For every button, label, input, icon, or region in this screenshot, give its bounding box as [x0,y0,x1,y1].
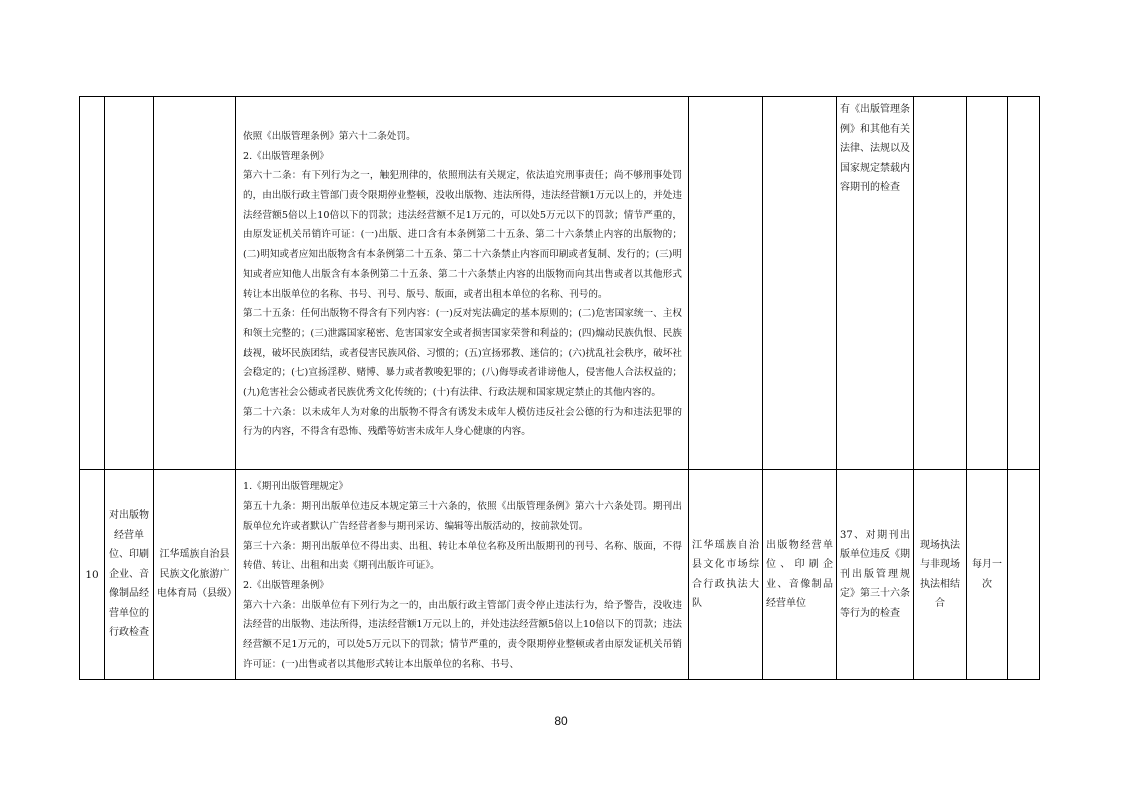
cell-content [837,470,914,680]
table-row-continued [80,97,1040,470]
cell-authority [154,97,236,470]
cell-number [80,97,105,470]
cell-legal-basis [236,97,689,470]
cell-item [105,470,154,680]
page-number: 80 [554,714,568,728]
enforcement-authority: 江华瑶族自治县民族文化旅游广电体育局（县级） [157,549,237,600]
table-row-10 [80,470,1040,680]
cell-frequency [967,97,1008,470]
cell-remark [1008,97,1040,470]
cell-target [763,97,837,470]
cell-content [837,97,914,470]
basis-line: 第二十六条：以未成年人为对象的出版物不得含有诱发未成年人模仿违反社会公德的行为和违法犯罪的行为的内容，不得含有恐怖、残酷等妨害未成年人身心健康的内容。 [243,406,682,438]
cell-method [914,97,967,470]
basis-line: 第六十二条：有下列行为之一，触犯刑律的，依照刑法有关规定，依法追究刑事责任；尚不够刑事处罚的，由出版行政主管部门责令限期停业整顿，没收出版物、违法所得，违法经营额1万元以上的，并处违法经营额5倍以上10倍以下的罚款；违法经营额不足1万元的，可以处5万元以下的罚款；情节严重的，由原发证机关吊销许可证：(一)出版、进口含有本条例第二十五条、第二十六条禁止内容的出版物的；(二)明知或者应知出版物含有本条例第二十五条、第二十六条禁止内容而印刷或者复制、发行的；(三)明知或者应知他人出版含有本条例第二十五条、第二十六条禁止内容的出版物而向其出售或者以其他形式转让本出版单位的名称、书号、刊号、版号、版面，或者出租本单位的名称、刊号的。 [243,170,682,300]
inspection-table [79,96,1040,680]
basis-line: 2.《出版管理条例》 [243,150,329,162]
inspection-item: 对出版物经营单位、印刷企业、音像制品经营单位的行政检查 [109,510,149,639]
inspection-content: 有《出版管理条例》和其他有关法律、法规以及国家规定禁载内容期刊的检查 [840,104,910,193]
inspection-frequency: 每月一次 [972,559,1002,590]
inspection-target: 出版物经营单位、印刷企业、音像制品经营单位 [766,539,833,609]
cell-executor [689,97,763,470]
row-number: 10 [80,470,105,680]
executing-body: 江华瑶族自治县文化市场综合行政执法大队 [692,539,759,609]
cell-target [763,470,837,680]
cell-remark [1008,470,1040,680]
basis-line: 第五十九条：期刊出版单位违反本规定第三十六条的，依照《出版管理条例》第六十六条处罚。期刊出版单位允许或者默认广告经营者参与期刊采访、编辑等出版活动的，按前款处罚。 [243,501,682,532]
inspection-method: 现场执法与非现场执法相结合 [920,539,960,609]
cell-executor [689,470,763,680]
inspection-content: 37、对期刊出版单位违反《期刊出版管理规定》第三十六条等行为的检查 [840,529,910,619]
basis-line: 依照《出版管理条例》第六十二条处罚。 [243,130,416,142]
cell-frequency [967,470,1008,680]
cell-item [105,97,154,470]
cell-authority [154,470,236,680]
basis-line: 2.《出版管理条例》 [243,580,329,591]
cell-legal-basis [236,470,689,680]
cell-method [914,470,967,680]
basis-line: 1.《期刊出版管理规定》 [243,481,349,493]
basis-line: 第三十六条：期刊出版单位不得出卖、出租、转让本单位名称及所出版期刊的刊号、名称、版面，不得转借、转让、出租和出卖《期刊出版许可证》。 [243,540,682,572]
basis-line: 第六十六条：出版单位有下列行为之一的，由出版行政主管部门责令停止违法行为，给予警告，没收违法经营的出版物、违法所得，违法经营额1万元以上的，并处违法经营额5倍以上10倍以下的罚款；违法经营额不足1万元的，可以处5万元以下的罚款；情节严重的，责令限期停业整顿或者由原发证机关吊销许可证：(一)出售或者以其他形式转让本出版单位的名称、书号、 [243,599,682,670]
basis-line: 第二十五条：任何出版物不得含有下列内容：(一)反对宪法确定的基本原则的；(二)危害国家统一、主权和领土完整的；(三)泄露国家秘密、危害国家安全或者损害国家荣誉和利益的；(四)煽动民族仇恨、民族歧视，破坏民族团结，或者侵害民族风俗、习惯的；(五)宣扬邪教、迷信的；(六)扰乱社会秩序，破坏社会稳定的；(七)宣扬淫秽、赌博、暴力或者教唆犯罪的；(八)侮辱或者诽谤他人，侵害他人合法权益的；(九)危害社会公德或者民族优秀文化传统的；(十)有法律、行政法规和国家规定禁止的其他内容的。 [243,308,682,399]
